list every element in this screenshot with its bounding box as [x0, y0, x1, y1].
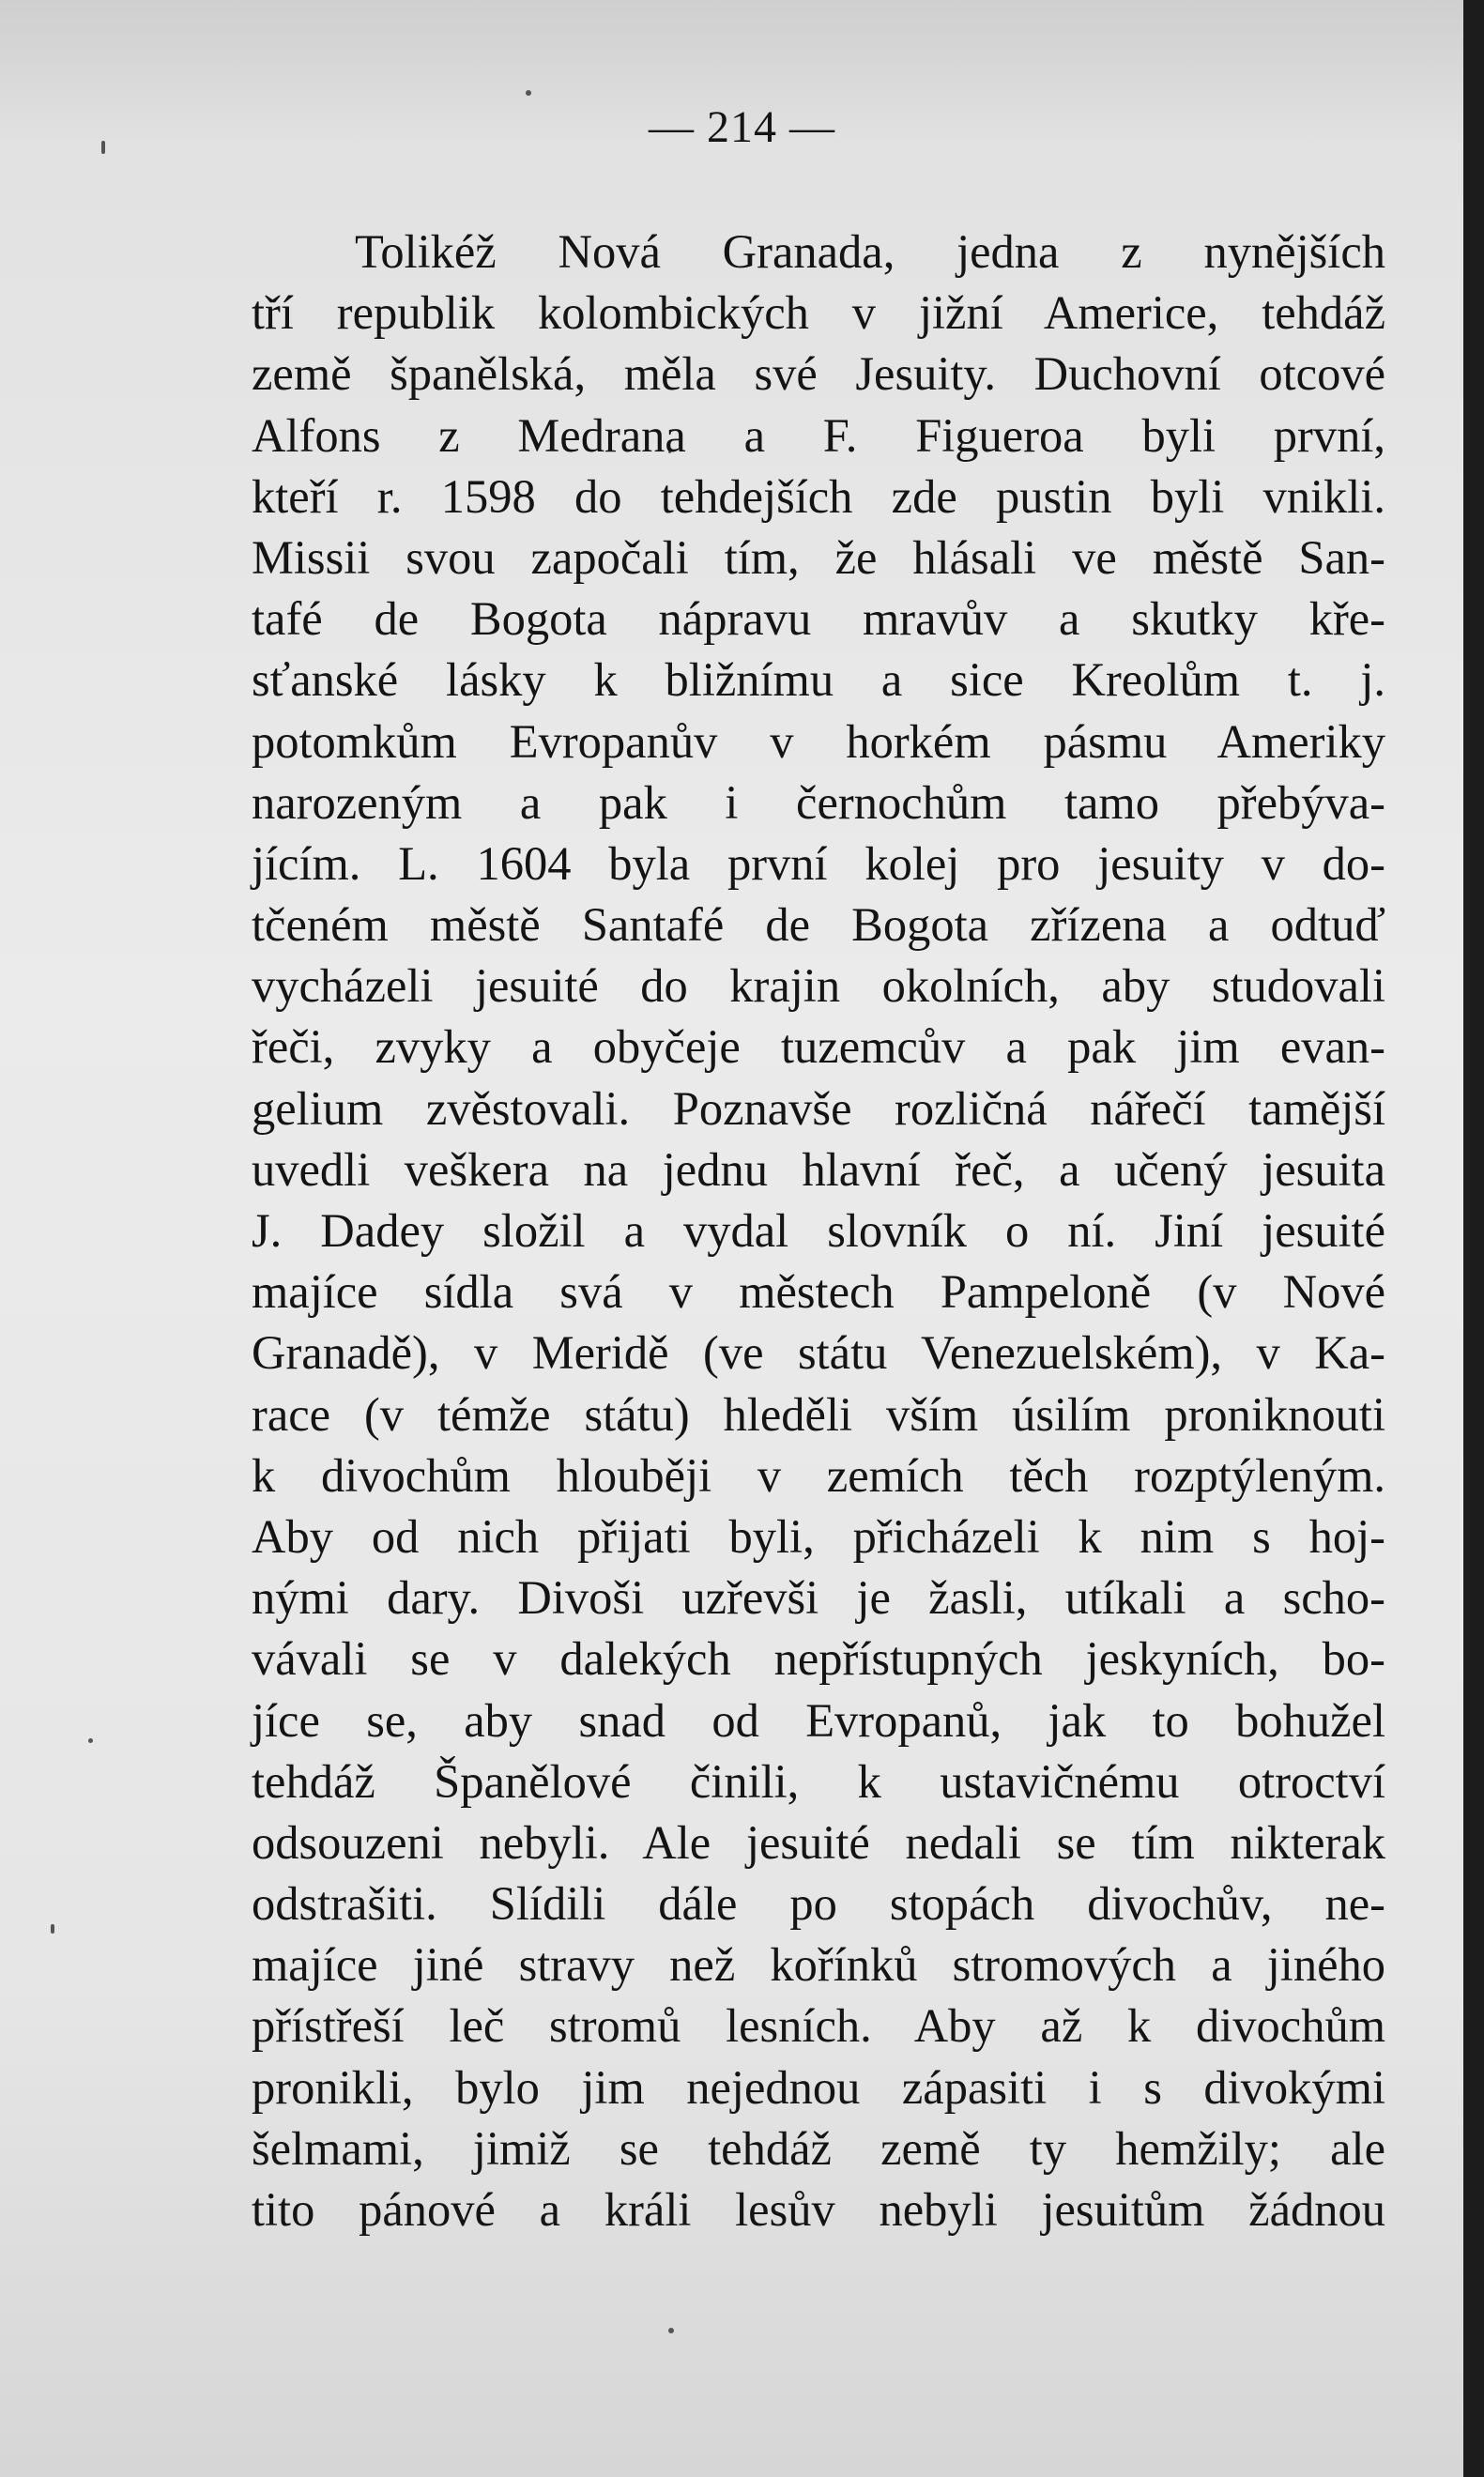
- text-line: tafé de Bogota nápravu mravův a skutky kře-: [252, 592, 1385, 646]
- text-line: šelmami, jimiž se tehdáž země ty hemžily; ale: [252, 2121, 1385, 2175]
- scan-edge-shadow: [1463, 0, 1484, 2477]
- text-line: majíce sídla svá v městech Pampeloně (v Nové: [252, 1265, 1385, 1319]
- text-line: tří republik kolombických v jižní Americe, tehdáž: [252, 286, 1385, 340]
- text-line: J. Dadey složil a vydal slovník o ní. Jiní jesuité: [252, 1204, 1385, 1257]
- text-line: odstrašiti. Slídili dále po stopách divochův, ne-: [252, 1877, 1385, 1931]
- text-line: přístřeší leč stromů lesních. Aby až k divochům: [252, 1999, 1385, 2053]
- text-line: Tolikéž Nová Granada, jedna z nynějších: [355, 225, 1385, 278]
- text-line: pronikli, bylo jim nejednou zápasiti i s divokými: [252, 2060, 1385, 2114]
- text-line: potomkům Evropanův v horkém pásmu Ameriky: [252, 714, 1385, 768]
- text-line: jíce se, aby snad od Evropanů, jak to bohužel: [252, 1693, 1385, 1747]
- text-line: odsouzeni nebyli. Ale jesuité nedali se tím nikterak: [252, 1815, 1385, 1869]
- text-line: Aby od nich přijati byli, přicházeli k nim s hoj-: [252, 1509, 1385, 1563]
- text-line: k divochům hlouběji v zemích těch rozptýleným.: [252, 1448, 1385, 1502]
- text-line: uvedli veškera na jednu hlavní řeč, a učený jesuita: [252, 1142, 1385, 1196]
- text-line: kteří r. 1598 do tehdejších zde pustin byli vnikli.: [252, 469, 1385, 523]
- text-line: sťanské lásky k bližnímu a sice Kreolům t. j.: [252, 653, 1385, 707]
- scan-speck: [88, 1738, 93, 1743]
- scan-speck: [668, 2328, 674, 2333]
- text-line: nými dary. Divoši uzřevši je žasli, utíkali a scho-: [252, 1571, 1385, 1625]
- page-number: — 214 —: [649, 102, 835, 152]
- text-line: tčeném městě Santafé de Bogota zřízena a odtuď: [252, 898, 1385, 952]
- text-line: tito pánové a králi lesův nebyli jesuitům žádnou: [252, 2183, 1385, 2236]
- text-line: tehdáž Španělové činili, k ustavičnému otroctví: [252, 1754, 1385, 1808]
- text-line: země španělská, měla své Jesuity. Duchovní otcové: [252, 347, 1385, 401]
- text-line: jícím. L. 1604 byla první kolej pro jesuity v do-: [252, 836, 1385, 890]
- scan-speck: [51, 1924, 54, 1934]
- text-line: vycházeli jesuité do krajin okolních, aby studovali: [252, 959, 1385, 1013]
- body-paragraph: [252, 222, 1385, 2240]
- text-line: Alfons z Medrana a F. Figueroa byli první,: [252, 408, 1385, 462]
- text-line: vávali se v dalekých nepřístupných jeskyních, bo-: [252, 1632, 1385, 1686]
- text-line: majíce jiné stravy než kořínků stromových a jiného: [252, 1938, 1385, 1992]
- text-line: řeči, zvyky a obyčeje tuzemcův a pak jim evan-: [252, 1020, 1385, 1074]
- text-line: Missii svou započali tím, že hlásali ve městě San-: [252, 530, 1385, 584]
- text-line: gelium zvěstovali. Poznavše rozličná nářečí tamější: [252, 1081, 1385, 1135]
- text-line: Granadě), v Meridě (ve státu Venezuelském), v Ka-: [252, 1326, 1385, 1380]
- scan-speck: [526, 90, 531, 96]
- text-line: race (v témže státu) hleděli vším úsilím proniknouti: [252, 1387, 1385, 1441]
- text-line: narozeným a pak i černochům tamo přebýva-: [252, 775, 1385, 829]
